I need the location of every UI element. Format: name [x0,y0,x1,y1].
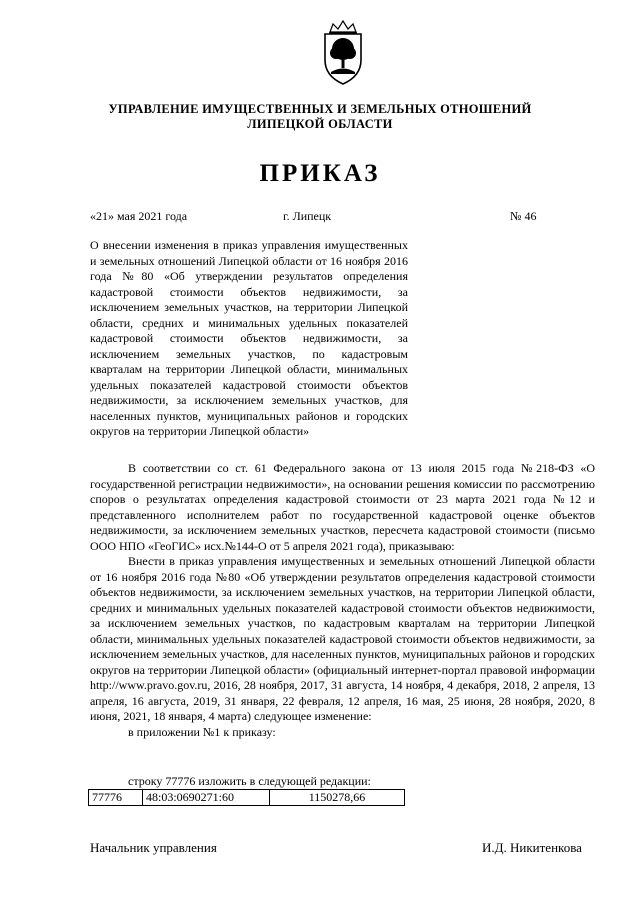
signatory-position: Начальник управления [90,840,217,855]
document-date: «21» мая 2021 года [90,209,188,223]
cadastral-value-cell: 1150278,66 [270,790,405,806]
body-paragraph: в приложении №1 к приказу: [128,724,276,739]
document-title: ПРИКАЗ [259,160,381,187]
document-number: № 46 [510,209,537,223]
organization-name-line-1: УПРАВЛЕНИЕ ИМУЩЕСТВЕННЫХ И ЗЕМЕЛЬНЫХ ОТНОШЕНИЙ [108,102,532,116]
body-paragraph: Внести в приказ управления имущественных и земельных отношений Липецкой области от 16 ноября 2016 года №80 «Об утверждении результатов определения кадастровой стоимости объектов недвижимости, за исключением земельных участков, на территории Липецкой области, средних и минимальных удельных показателей кадастровой стоимости объектов недвижимости, за исключением земельных участков, по кадастровым кварталам на территории Липецкой области, минимальных удельных показателей кадастровой стоимости объектов недвижимости, за исключением земельных участков, для населенных пунктов, муниципальных районов и городских округов на территории Липецкой области» (официальный интернет-портал правовой информации http://www.pravo.gov.ru, 2016, 28 ноября, 2017, 31 августа, 14 ноября, 4 декабря, 2018, 2 апреля, 13 апреля, 16 августа, 2019, 31 января, 22 февраля, 12 апреля, 16 мая, 25 июня, 28 ноября, 2020, 8 июня, 2021, 18 января, 4 марта) следующее изменение: [90,554,595,723]
order-body [90,461,595,740]
body-paragraph: В соответствии со ст. 61 Федерального закона от 13 июля 2015 года №218-ФЗ «О государственной регистрации недвижимости», на основании решения комиссии по рассмотрению споров о результатах определения кадастровой стоимости от 23 марта 2021 года №12 и представленного исполнителем работ по государственной кадастровой оценке объектов недвижимости, за исключением земельных участков, пересчета кадастровой стоимости (письмо ООО НПО «ГеоГИС» исх.№144-О от 5 апреля 2021 года), приказываю: [90,461,595,553]
row-number-cell: 77776 [89,790,143,806]
lipetsk-oblast-coat-of-arms-icon [319,20,367,88]
order-subject: О внесении изменения в приказ управления имущественных и земельных отношений Липецкой области от 16 ноября 2016 года №80 «Об утверждении результатов определения кадастровой стоимости объектов недвижимости, за исключением земельных участков, на территории Липецкой области, средних и минимальных удельных показателей кадастровой стоимости объектов недвижимости, за исключением земельных участков, по кадастровым кварталам на территории Липецкой области, минимальных удельных показателей кадастровой стоимости объектов недвижимости, за исключением земельных участков, для населенных пунктов, муниципальных районов и городских округов на территории Липецкой области» [90,238,408,438]
signatory-name: И.Д. Никитенкова [482,840,582,855]
organization-name-line-2: ЛИПЕЦКОЙ ОБЛАСТИ [247,117,393,131]
row-intro: строку 77776 изложить в следующей редакции: [128,774,371,788]
cadastral-table [88,789,405,806]
cadastral-number-cell: 48:03:0690271:60 [143,790,270,806]
document-city: г. Липецк [283,209,332,223]
table-row [89,790,405,806]
